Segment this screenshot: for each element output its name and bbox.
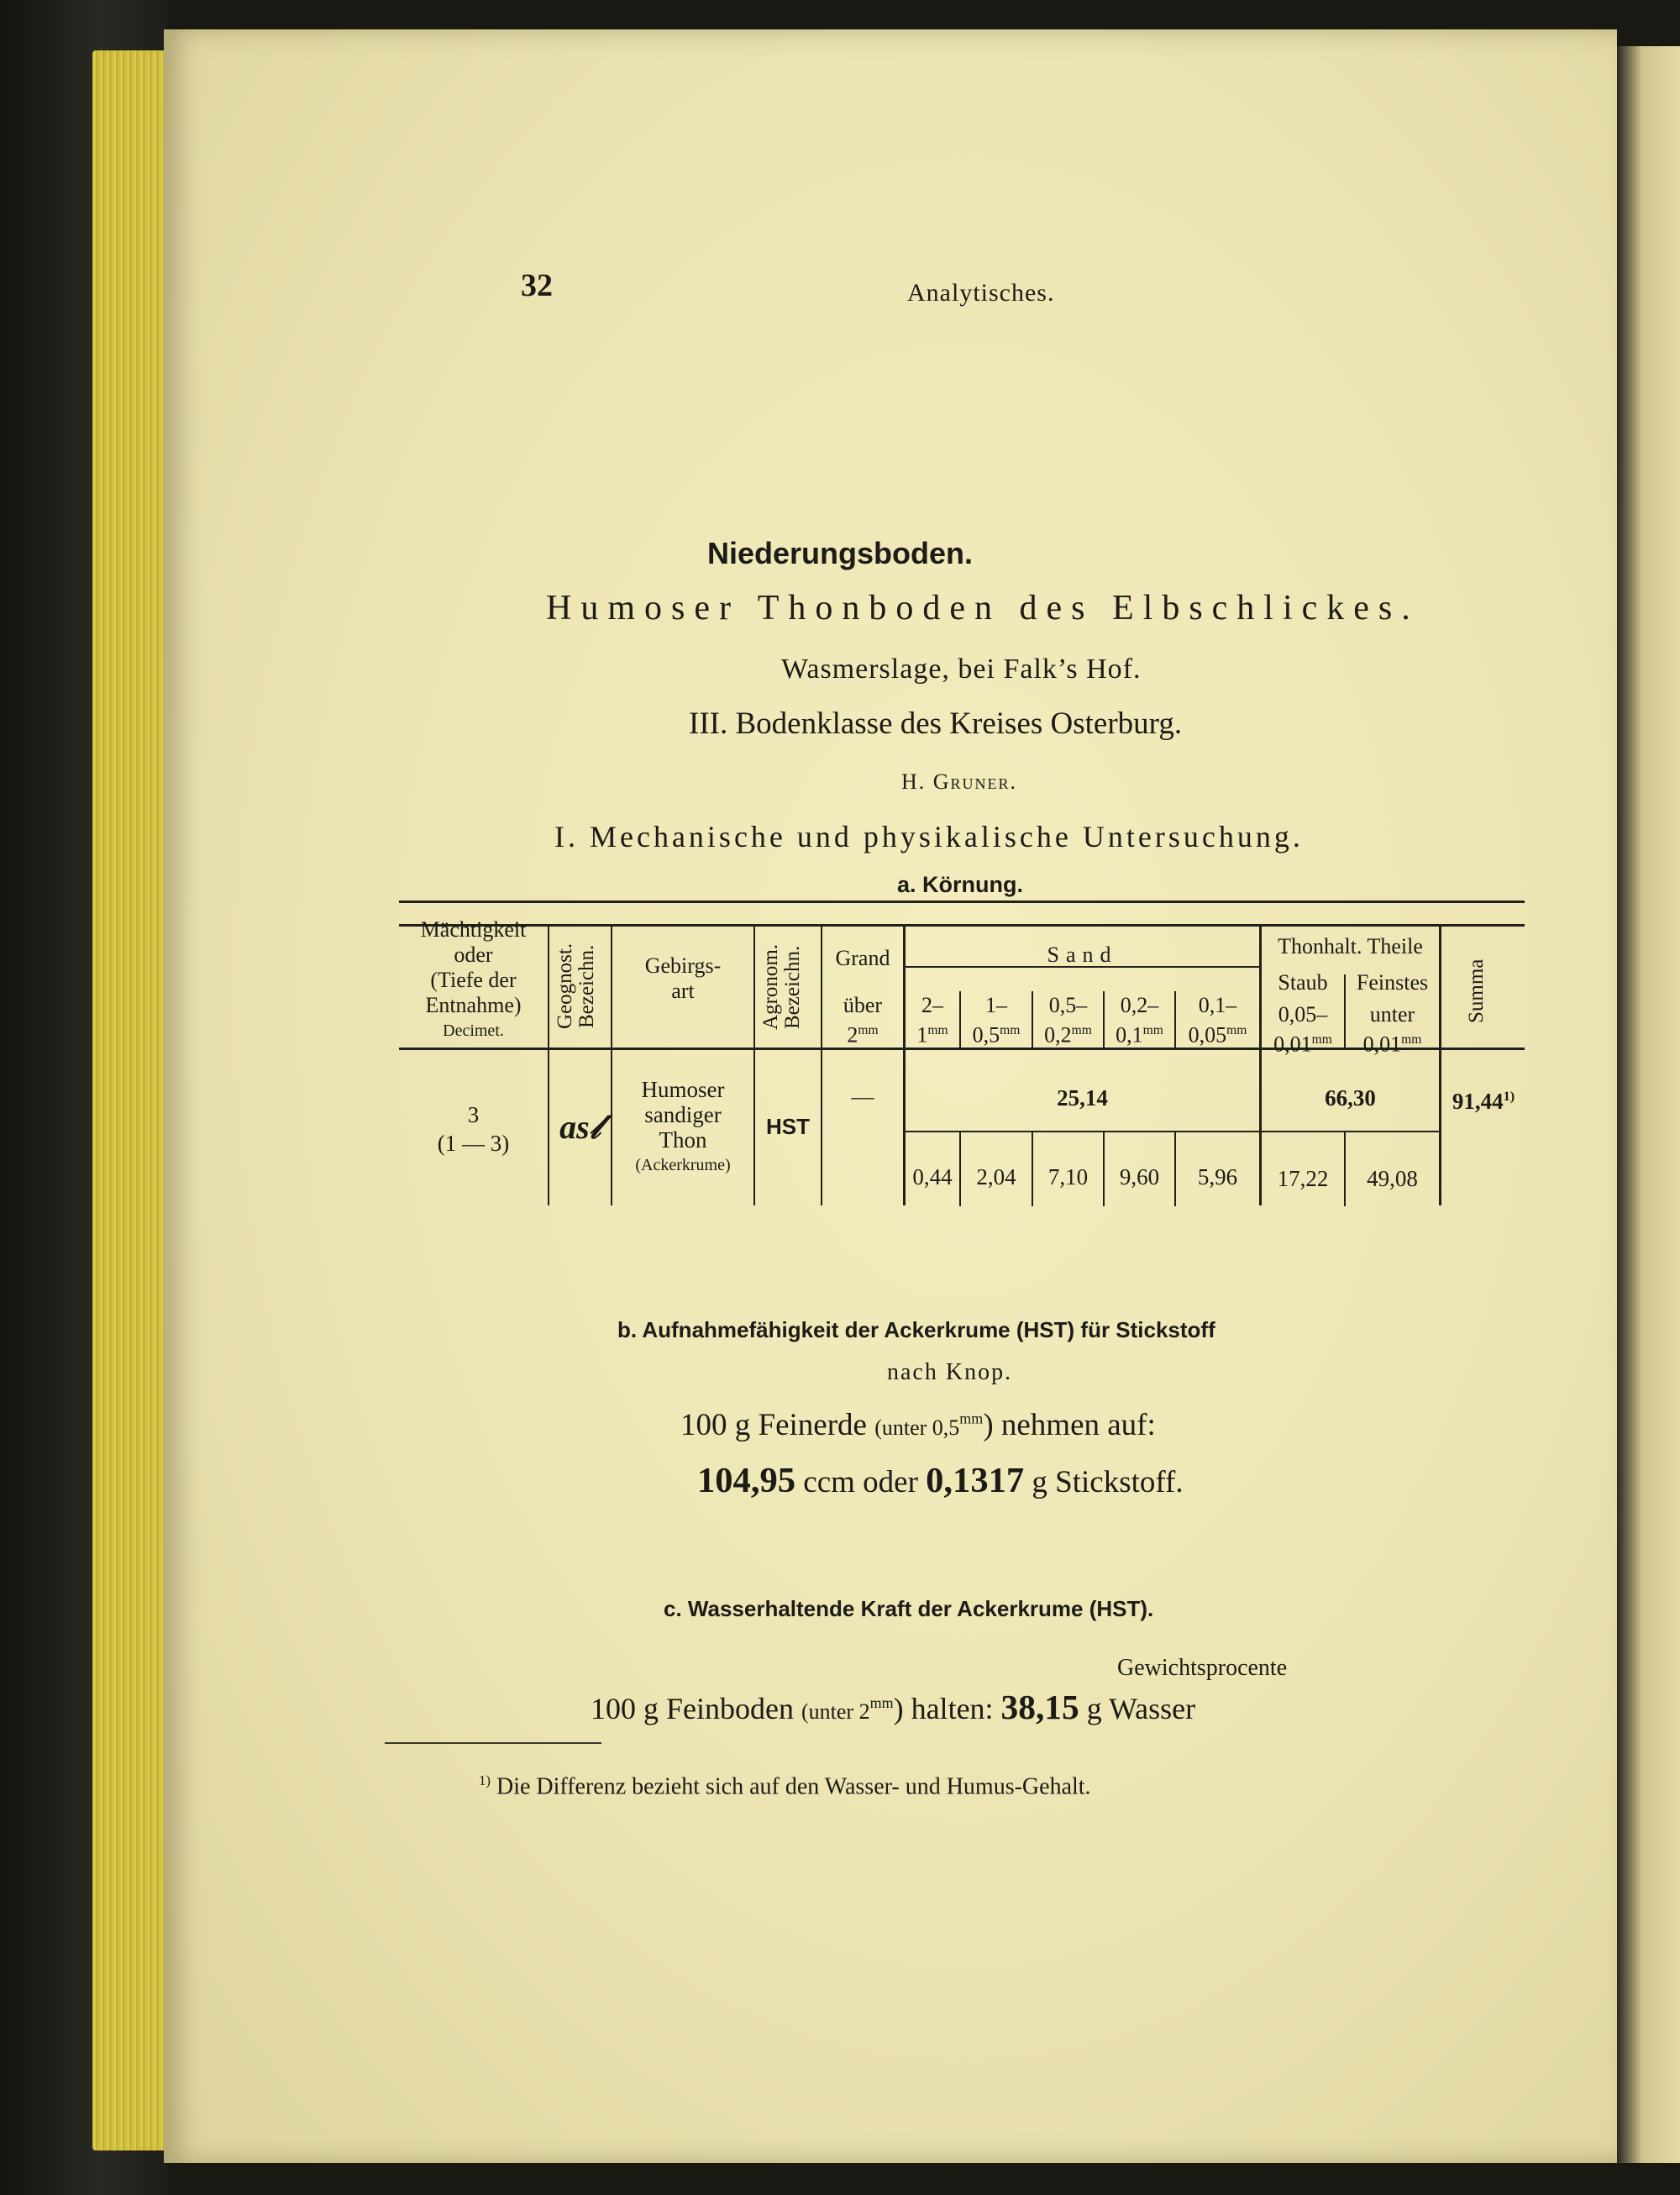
absorption-line-1-b: (unter 0,5 bbox=[874, 1415, 960, 1440]
total-split-rule bbox=[903, 1131, 1439, 1132]
row-staub-value: 17,22 bbox=[1277, 1166, 1329, 1191]
header-summa: Summa bbox=[1465, 958, 1488, 1024]
mm-sup: mm bbox=[1000, 1023, 1021, 1037]
row-rock-line: sandiger bbox=[644, 1102, 722, 1127]
mm-sup: mm bbox=[1071, 1023, 1092, 1037]
header-rock bbox=[612, 953, 753, 1004]
sand-col-bottom: 0,2 bbox=[1044, 1022, 1072, 1048]
header-geognost: Geognost. Bezeichn. bbox=[554, 943, 598, 1030]
header-staub-sub-2: 0,01 bbox=[1273, 1032, 1312, 1057]
row-depth-value: 3 bbox=[467, 1102, 480, 1127]
header-depth-line: Mächtigkeit bbox=[420, 917, 527, 942]
sand-col-top: 2– bbox=[921, 993, 943, 1017]
subsection-b-method: nach Knop. bbox=[887, 1359, 1013, 1385]
water-text-a: 100 g Feinboden bbox=[591, 1692, 794, 1725]
mm-sup: mm bbox=[1401, 1032, 1422, 1047]
mm-sup: mm bbox=[1142, 1023, 1163, 1037]
col-rule bbox=[753, 924, 755, 1205]
row-sand-value: 0,44 bbox=[912, 1164, 953, 1189]
col-rule bbox=[1439, 924, 1441, 1205]
mm-sup: mm bbox=[1226, 1023, 1247, 1037]
col-rule bbox=[1259, 924, 1262, 1205]
header-rock-line: art bbox=[671, 979, 695, 1003]
absorption-line-1 bbox=[680, 1407, 1156, 1443]
title-soil-class: III. Bodenklasse des Kreises Osterburg. bbox=[689, 706, 1183, 741]
subsection-c-heading: c. Wasserhaltende Kraft der Ackerkrume (HST). bbox=[664, 1596, 1154, 1621]
running-head: Analytisches. bbox=[907, 279, 1055, 307]
mm-sup: mm bbox=[1311, 1032, 1332, 1047]
subsection-b-heading: b. Aufnahmefähigkeit der Ackerkrume (HST) für Stickstoff bbox=[617, 1317, 1215, 1342]
facing-page-edge bbox=[1617, 46, 1680, 2163]
water-line bbox=[591, 1687, 1195, 1727]
subsection-a-heading: a. Körnung. bbox=[897, 872, 1023, 897]
section-heading: I. Mechanische und physikalische Untersuchung. bbox=[554, 820, 1304, 853]
row-depth-range: (1 — 3) bbox=[437, 1131, 510, 1156]
row-rock-line: Thon bbox=[659, 1127, 707, 1153]
row-rock bbox=[612, 1077, 753, 1178]
footnote bbox=[479, 1772, 1091, 1800]
mm-sup: mm bbox=[927, 1023, 948, 1037]
col-rule bbox=[548, 924, 549, 1205]
row-agronom: HST bbox=[766, 1114, 810, 1139]
header-sand: Sand bbox=[1047, 943, 1118, 967]
absorption-line-2 bbox=[697, 1460, 1184, 1501]
sand-col-bottom: 0,05 bbox=[1188, 1022, 1227, 1048]
absorption-line-1-a: 100 g Feinerde bbox=[680, 1408, 867, 1442]
header-depth-line: oder bbox=[454, 943, 493, 967]
footnote-marker: 1) bbox=[479, 1772, 491, 1788]
row-rock-line: Humoser bbox=[641, 1077, 725, 1102]
sand-col-bottom: 0,1 bbox=[1116, 1022, 1143, 1048]
absorption-ccm-value: 104,95 bbox=[697, 1461, 796, 1500]
header-sand-col bbox=[1105, 993, 1174, 1048]
row-clay-total: 66,30 bbox=[1325, 1085, 1376, 1111]
header-grand: Grand bbox=[835, 946, 890, 970]
row-sand-value: 7,10 bbox=[1047, 1164, 1089, 1189]
table-top-rule bbox=[399, 901, 1525, 903]
author: H. Gruner. bbox=[901, 769, 1018, 794]
header-sand-col bbox=[1176, 993, 1259, 1048]
header-sand-col bbox=[906, 993, 959, 1048]
title-place: Wasmerslage, bei Falk’s Hof. bbox=[781, 654, 1142, 685]
header-staub bbox=[1262, 970, 1344, 1058]
row-depth bbox=[401, 1100, 546, 1158]
row-summa-note: 1) bbox=[1503, 1089, 1515, 1104]
sand-col-top: 1– bbox=[985, 993, 1007, 1017]
water-value-text: g Wasser bbox=[1086, 1692, 1196, 1725]
table-header-rule bbox=[399, 924, 1525, 927]
water-text-b: (unter 2 bbox=[801, 1699, 870, 1724]
mm-sup: mm bbox=[858, 1023, 879, 1037]
header-depth-unit: Decimet. bbox=[443, 1021, 504, 1040]
header-feinstes-sub-2: 0,01 bbox=[1362, 1032, 1402, 1057]
header-depth bbox=[401, 917, 546, 1043]
footnote-rule bbox=[385, 1742, 601, 1744]
water-text-sup: mm bbox=[869, 1694, 894, 1711]
page-number: 32 bbox=[521, 268, 553, 303]
header-depth-line: Entnahme) bbox=[425, 993, 522, 1017]
water-text-c: ) halten: bbox=[893, 1692, 994, 1725]
absorption-g-text: g Stickstoff. bbox=[1032, 1465, 1184, 1499]
row-sand-value: 2,04 bbox=[976, 1164, 1016, 1189]
row-grand: — bbox=[851, 1084, 874, 1109]
header-sand-col bbox=[961, 993, 1032, 1048]
header-staub-label: Staub bbox=[1278, 970, 1328, 995]
water-value: 38,15 bbox=[1000, 1688, 1079, 1726]
header-clay: Thonhalt. Theile bbox=[1278, 934, 1423, 958]
header-staub-sub-1: 0,05– bbox=[1278, 1002, 1328, 1027]
header-depth-line: (Tiefe der bbox=[430, 968, 517, 992]
header-grand-sub-2 bbox=[822, 1018, 903, 1048]
title-soil: Humoser Thonboden des Elbschlickes. bbox=[546, 589, 1420, 628]
footnote-text: Die Differenz bezieht sich auf den Wasser- und Humus-Gehalt. bbox=[496, 1773, 1091, 1800]
row-sand-value: 9,60 bbox=[1119, 1164, 1160, 1189]
row-feinstes-value: 49,08 bbox=[1367, 1166, 1418, 1191]
header-feinstes-label: Feinstes bbox=[1356, 970, 1429, 995]
header-sand-col bbox=[1033, 993, 1103, 1048]
title-main: Niederungsboden. bbox=[706, 536, 974, 570]
row-rock-note: (Ackerkrume) bbox=[635, 1156, 731, 1174]
sand-col-bottom: 0,5 bbox=[972, 1022, 1000, 1048]
sand-col-bottom: 1 bbox=[916, 1022, 928, 1048]
absorption-g-value: 0,1317 bbox=[926, 1461, 1025, 1500]
sand-col-top: 0,1– bbox=[1198, 993, 1237, 1017]
water-unit: Gewichtsprocente bbox=[1117, 1655, 1288, 1681]
absorption-line-1-c: ) nehmen auf: bbox=[983, 1408, 1156, 1442]
grand-value: 2 bbox=[847, 1022, 858, 1048]
row-summa bbox=[1441, 1089, 1525, 1115]
header-feinstes-sub-1: unter bbox=[1369, 1002, 1415, 1027]
row-sand-value: 5,96 bbox=[1197, 1164, 1238, 1189]
row-geognost: as𝓁 bbox=[559, 1108, 601, 1146]
header-agronom: Agronom. Bezeichn. bbox=[759, 943, 804, 1031]
header-rock-line: Gebirgs- bbox=[644, 953, 722, 978]
sand-col-top: 0,2– bbox=[1120, 993, 1159, 1017]
sand-col-top: 0,5– bbox=[1048, 993, 1088, 1017]
row-summa-value: 91,44 bbox=[1452, 1089, 1504, 1114]
absorption-line-1-sup: mm bbox=[959, 1410, 984, 1427]
header-feinstes bbox=[1346, 970, 1439, 1058]
header-grand-sub-1: über bbox=[843, 993, 883, 1017]
header-grand-sub bbox=[822, 993, 903, 1048]
absorption-ccm-text: ccm oder bbox=[803, 1465, 918, 1499]
row-sand-total: 25,14 bbox=[1057, 1085, 1108, 1111]
